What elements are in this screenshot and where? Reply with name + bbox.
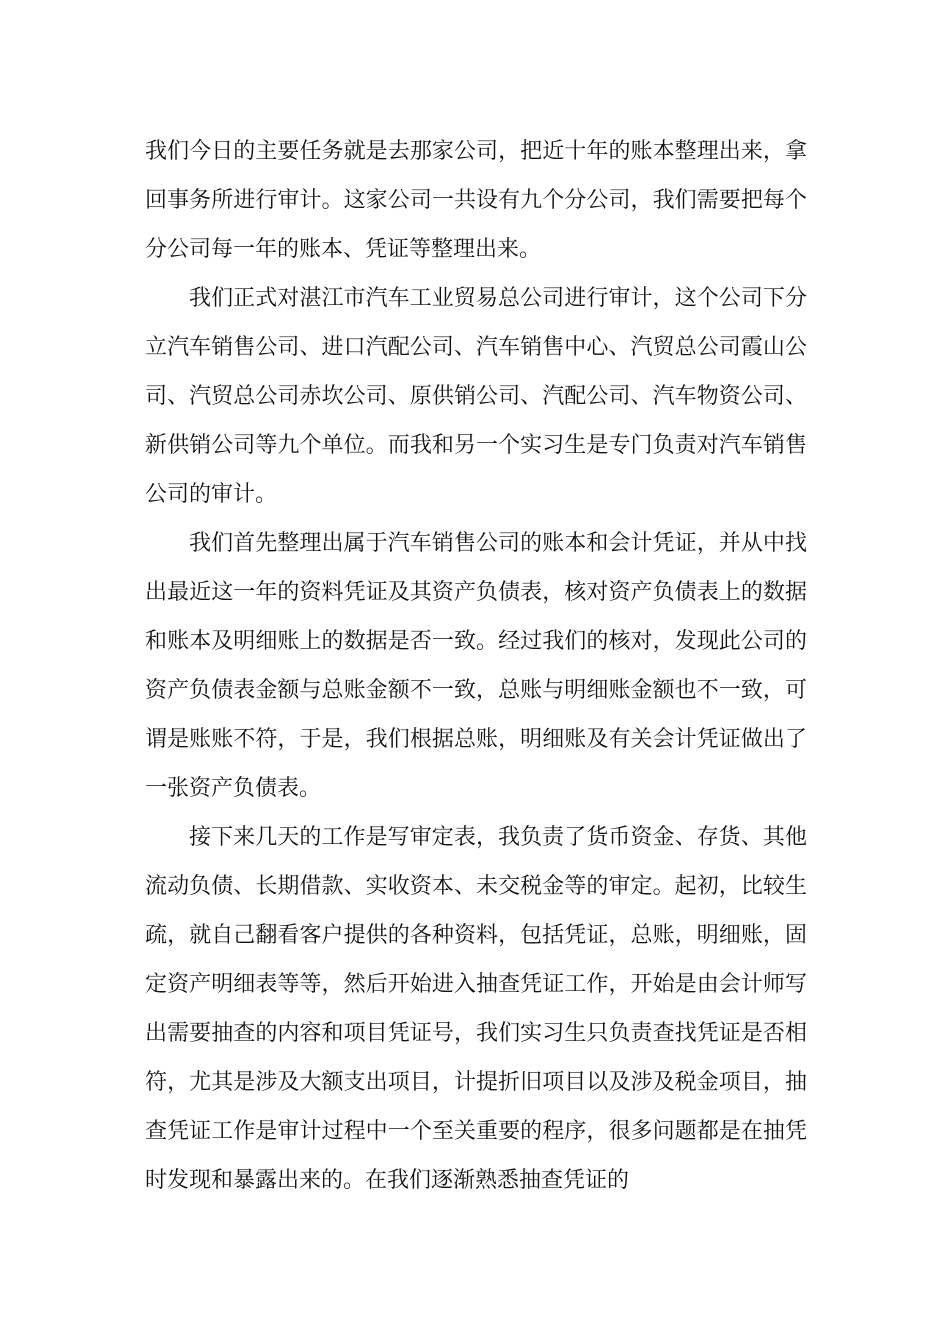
paragraph-2: 我们正式对湛江市汽车工业贸易总公司进行审计，这个公司下分立汽车销售公司、进口汽配公司、汽车销售中心、汽贸总公司霞山公司、汽贸总公司赤坎公司、原供销公司、汽配公司、汽车物资公司、新供销公司等九个单位。而我和另一个实习生是专门负责对汽车销售公司的审计。 — [145, 286, 807, 507]
paragraph-1: 我们今日的主要任务就是去那家公司，把近十年的账本整理出来，拿回事务所进行审计。这家公司一共设有九个分公司，我们需要把每个分公司每一年的账本、凭证等整理出来。 — [145, 139, 807, 262]
document-body — [145, 127, 807, 1205]
paragraph-3: 我们首先整理出属于汽车销售公司的账本和会计凭证，并从中找出最近这一年的资料凭证及其资产负债表，核对资产负债表上的数据和账本及明细账上的数据是否一致。经过我们的核对，发现此公司的资产负债表金额与总账金额不一致，总账与明细账金额也不一致，可谓是账账不符，于是，我们根据总账，明细账及有关会计凭证做出了一张资产负债表。 — [145, 531, 807, 801]
paragraph-4: 接下来几天的工作是写审定表，我负责了货币资金、存货、其他流动负债、长期借款、实收资本、未交税金等的审定。起初，比较生疏，就自己翻看客户提供的各种资料，包括凭证，总账，明细账，固定资产明细表等等，然后开始进入抽查凭证工作，开始是由会计师写出需要抽查的内容和项目凭证号，我们实习生只负责查找凭证是否相符，尤其是涉及大额支出项目，计提折旧项目以及涉及税金项目，抽查凭证工作是审计过程中一个至关重要的程序，很多问题都是在抽凭时发现和暴露出来的。在我们逐渐熟悉抽查凭证的 — [145, 825, 807, 1193]
